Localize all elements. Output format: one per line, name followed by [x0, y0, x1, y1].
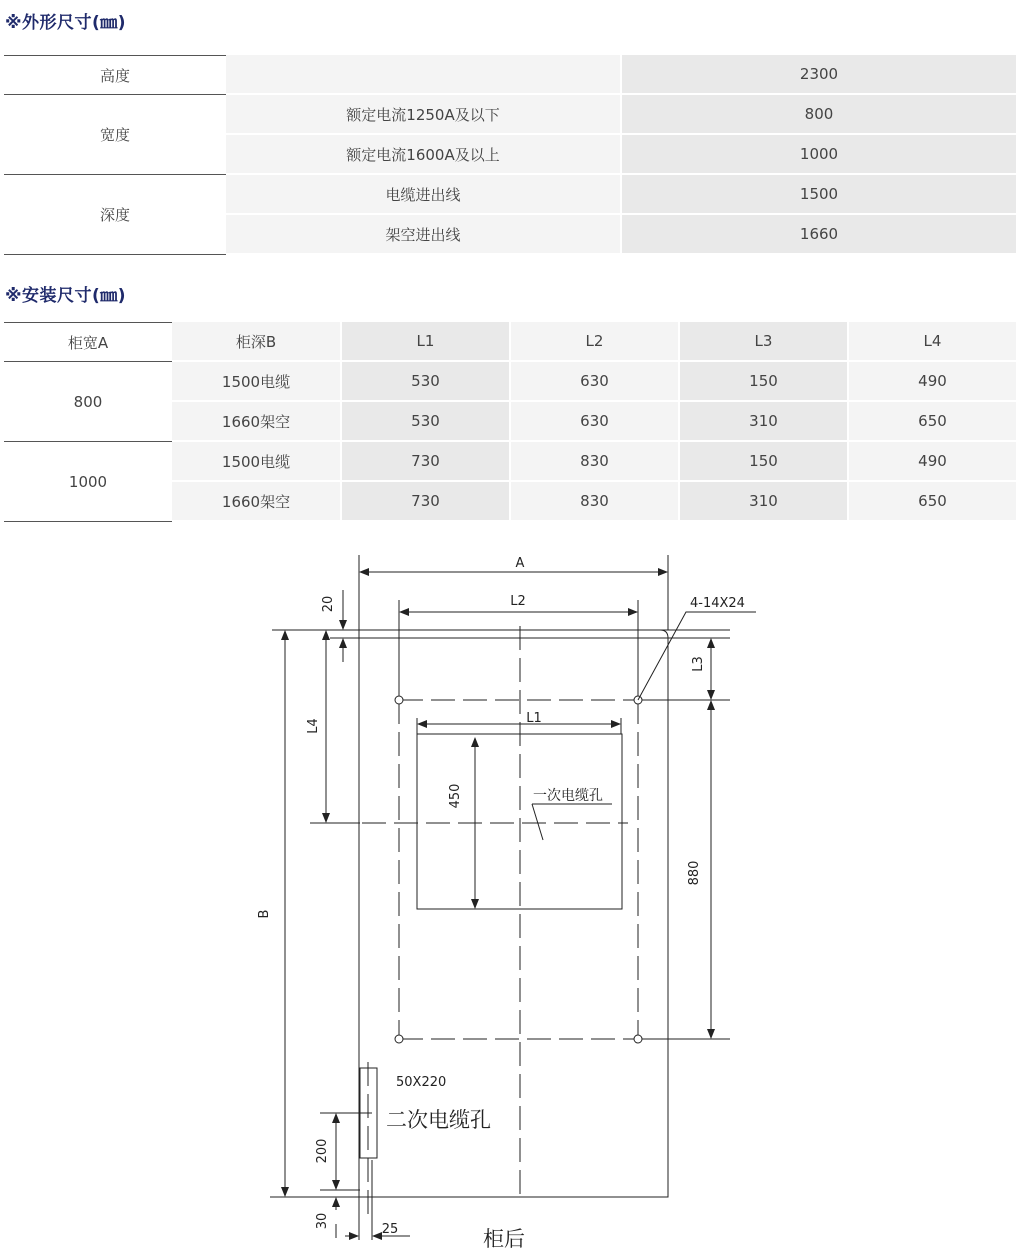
installation-dimensions-table — [4, 322, 1018, 522]
dim-20-label: 20 — [321, 595, 336, 613]
cell: 490 — [849, 442, 1018, 482]
header-cabinet-depth: 柜深B — [172, 322, 342, 362]
dim-25-label: 25 — [381, 1222, 399, 1237]
dim-l1-label: L1 — [526, 711, 542, 726]
dim-30-label: 30 — [315, 1212, 330, 1230]
height-value: 2300 — [622, 55, 1018, 95]
hole-spec-label: 4-14X24 — [690, 596, 745, 611]
dim-b-label: B — [257, 909, 272, 919]
cell: 650 — [849, 402, 1018, 442]
mounting-hole — [634, 1035, 642, 1043]
cell: 630 — [511, 362, 680, 402]
section1-title: ※外形尺寸(㎜) — [5, 13, 127, 33]
dim-l4-label: L4 — [306, 718, 321, 734]
cell: 1660架空 — [172, 482, 342, 522]
drawing-caption: 柜后 — [483, 1227, 525, 1251]
dim-200-label: 200 — [315, 1138, 330, 1164]
depth-value-1: 1500 — [622, 175, 1018, 215]
cell: 310 — [680, 482, 849, 522]
cell: 650 — [849, 482, 1018, 522]
width-condition-2: 额定电流1600A及以上 — [226, 135, 622, 175]
dim-a-label: A — [515, 556, 525, 571]
dim-450-label: 450 — [448, 783, 463, 809]
mounting-hole — [395, 1035, 403, 1043]
cell: 730 — [342, 482, 511, 522]
width-value-1: 800 — [622, 95, 1018, 135]
dim-l3-label: L3 — [691, 656, 706, 672]
outline-dimensions-table — [4, 55, 1018, 255]
section2-title: ※安装尺寸(㎜) — [5, 286, 127, 306]
header-l2: L2 — [511, 322, 680, 362]
depth-condition-2: 架空进出线 — [226, 215, 622, 255]
cell: 530 — [342, 402, 511, 442]
table-row — [4, 362, 1018, 402]
table-row — [4, 442, 1018, 482]
width-value-2: 1000 — [622, 135, 1018, 175]
cell: 530 — [342, 362, 511, 402]
slot-size-label: 50X220 — [396, 1075, 447, 1090]
width-condition-1: 额定电流1250A及以下 — [226, 95, 622, 135]
header-l4: L4 — [849, 322, 1018, 362]
cell: 830 — [511, 442, 680, 482]
header-cabinet-width: 柜宽A — [4, 322, 172, 362]
height-label: 高度 — [4, 55, 226, 95]
cell: 150 — [680, 362, 849, 402]
cell: 1660架空 — [172, 402, 342, 442]
cabinet-width-1000: 1000 — [4, 442, 172, 522]
secondary-hole-label: 二次电缆孔 — [386, 1108, 491, 1132]
depth-condition-1: 电缆进出线 — [226, 175, 622, 215]
cell: 490 — [849, 362, 1018, 402]
cell: 150 — [680, 442, 849, 482]
cabinet-rear-drawing — [0, 540, 1024, 1260]
depth-label: 深度 — [4, 175, 226, 255]
dim-880-label: 880 — [687, 860, 702, 886]
cell: 830 — [511, 482, 680, 522]
height-condition — [226, 55, 622, 95]
cell: 1500电缆 — [172, 442, 342, 482]
cell: 310 — [680, 402, 849, 442]
header-l1: L1 — [342, 322, 511, 362]
depth-value-2: 1660 — [622, 215, 1018, 255]
dim-l2-label: L2 — [510, 594, 526, 609]
header-l3: L3 — [680, 322, 849, 362]
cell: 1500电缆 — [172, 362, 342, 402]
width-label: 宽度 — [4, 95, 226, 175]
mounting-hole — [395, 696, 403, 704]
cell: 630 — [511, 402, 680, 442]
cell: 730 — [342, 442, 511, 482]
cabinet-width-800: 800 — [4, 362, 172, 442]
primary-hole-label: 一次电缆孔 — [533, 788, 603, 804]
